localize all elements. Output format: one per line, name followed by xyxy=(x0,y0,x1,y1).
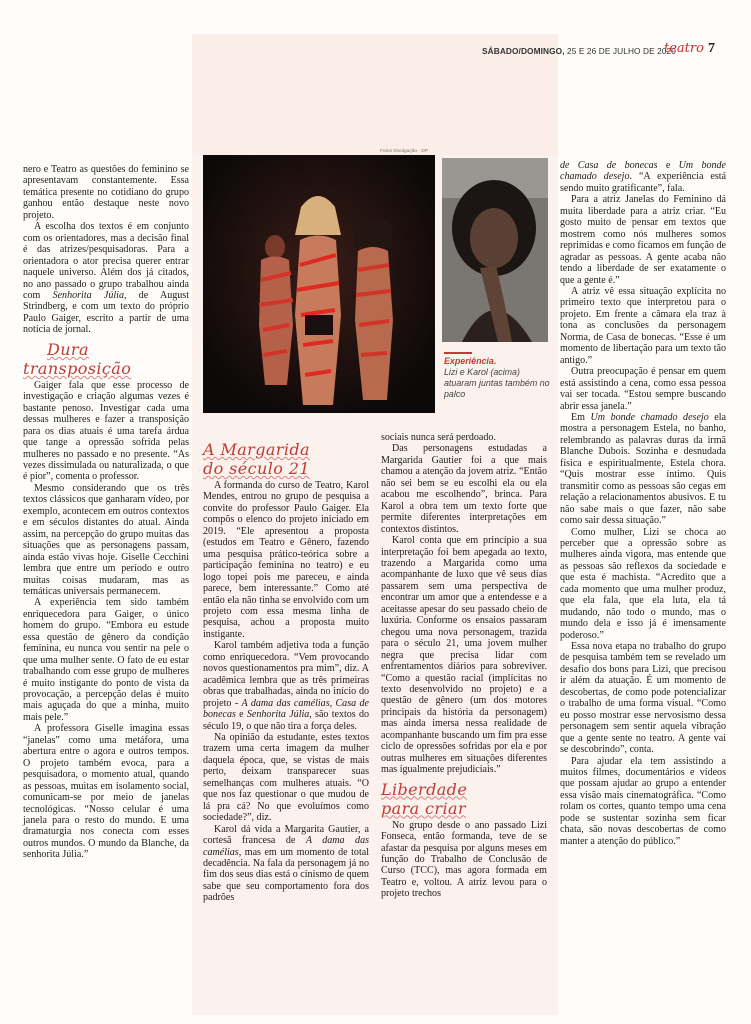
paragraph: No grupo desde o ano passado Lizi Fonseca, então formanda, teve de se afastar da pesquisa por alguns meses em função do Trabalho de Conclusão de Curso (TCC), mas agora formada em Teatro e, voltou. A atriz levou para o projeto trechos xyxy=(381,819,547,900)
article-column-4 xyxy=(560,160,726,847)
photo-credit: Fotos Divulgação - DP xyxy=(380,149,428,154)
caption-text: Lizi e Karol (acima) atuaram juntas também no palco xyxy=(444,367,550,399)
paragraph: A atriz vê essa situação explícita no primeiro texto que interpretou para o projeto. Em frente a câmara ela traz à tona as conclusões da personagem Norma, de Casa de bonecas. “Esse é um momento de libertação para um texto tão antigo.” xyxy=(560,285,726,366)
paragraph: Karol também adjetiva toda a função como enriquecedora. “Vem provocando novos questionamentos pra mim”, diz. A acadêmica lembra que as três primeiras obras que trabalhadas, ainda no início do projeto - A dama das camélias, Casa de bonecas e Senhorita Júlia, são textos do século 19, o que não tira a força deles. xyxy=(203,640,369,732)
header-date xyxy=(482,46,676,56)
subheading-dura-transposicao: Dura transposição xyxy=(23,339,132,378)
page-number: 7 xyxy=(708,41,715,56)
paragraph: A professora Giselle imagina essas “janelas” como uma metáfora, uma abertura entre o agora e outros tempos. O projeto também evoca, para a pesquisadora, o momento atual, quando as pessoas, muitas em isolamento social, comunicam-se por meio de janelas tecnológicas. “Nosso celular é uma janela para o resto do mundo. E uma dramaturgia nos conecta com esses outros mundos. O mundo da Blanche, da senhorita Júlia.” xyxy=(23,723,189,861)
page-header xyxy=(440,42,740,58)
paragraph: Gaiger fala que esse processo de investigação e criação algumas vezes é bastante penoso. Investigar cada uma dessas mulheres e fazer a transposição para os dias atuais é uma tarefa árdua que tange a opressão sofrida pelas mulheres no passado e no presente. “As vezes dissimulada ou naturalizada, o que é pior”, comenta o professor. xyxy=(23,379,189,483)
caption-accent-bar xyxy=(444,352,472,354)
header-date-day: SÁBADO/DOMINGO, xyxy=(482,46,565,56)
paragraph: Como mulher, Lizi se choca ao perceber que a opressão sobre as mulheres ainda vigora, mas entende que as pessoas são reflexos da sociedade e que esta é machista. “Acredito que a cada momento que uma mulher produz, que ela fala, que ela luta, ela tá mudando, não todo o mundo, mas o mundo dela e isso já é imensamente poderoso.” xyxy=(560,526,726,641)
paragraph: nero e Teatro as questões do feminino se apresentavam constantemente. Essa temática presente no cotidiano do grupo ganhou então destaque neste novo projeto. xyxy=(23,164,189,221)
paragraph: A experiência tem sido também enriquecedora para Gaiger, o único homem do grupo. “Embora eu estude essa questão de gênero da condição feminina, eu nunca vou sentir na pele o que uma mulher sente. O fato de eu estar trabalhando com esse grupo de mulheres é muito instigante do ponto de vista da provocação, a percepção delas é muito mais aguçada do que a minha, muito mais pele.” xyxy=(23,597,189,723)
photo-caption xyxy=(444,352,552,400)
paragraph: Das personagens estudadas a Margarida Gautier foi a que mais chamou a atenção da jovem atriz. “Então não sei bem se eu escolhi ela ou ela acabou me escolhendo”, brinca. Para Karol a obra tem um texto forte que permite diferentes interpretações em contextos distintos. xyxy=(381,443,547,535)
article-column-1 xyxy=(23,164,189,861)
paragraph: Para a atriz Janelas do Feminino dá muita liberdade para a atriz criar. “Eu gosto muito de pensar em textos que mostrem como nós mulheres somos reprimidas e como ficamos em função de agradar as pessoas. A gente acaba não tendo a liberdade de ser exatamente o que a gente é.” xyxy=(560,194,726,286)
paragraph: de Casa de bonecas e Um bonde chamado desejo. “A experiência está sendo muito gratificante”, fala. xyxy=(560,160,727,194)
stage-performance-photo xyxy=(203,155,435,413)
article-column-3 xyxy=(381,432,547,900)
paragraph: Mesmo considerando que os três textos clássicos que ganharam vídeo, por exemplo, acontecem em outros contextos e em séculos distantes do atual. Ainda assim, na percepção do grupo muitas das situações que as personagens passam, ainda estão vivas hoje. Giselle Cecchini lembra que entre um período e outro muitas coisas mudaram, mas as temáticas universais permanecem. xyxy=(23,482,189,597)
header-date-text: 25 E 26 DE JULHO DE 2020 xyxy=(564,46,676,56)
paragraph: A escolha dos textos é em conjunto com os orientadores, mas a decisão final é das atrizes/pesquisadoras. Para a orientadora o ator precisa querer entrar naquele universo. Além dos já citados, no ano passado o grupo trabalhou ainda com Senhorita Júlia, de August Strindberg, e com um texto do próprio Paulo Gaiger, escrito a partir de uma notícia de jornal. xyxy=(23,221,189,336)
paragraph: sociais nunca será perdoado. xyxy=(381,432,496,443)
subheading-liberdade: Liberdade para criar xyxy=(381,779,468,818)
paragraph: Em Um bonde chamado desejo ela mostra a personagem Estela, no banho, relembrando as palavras duras da irmã Blanche Dubois. Sozinha e desnudada física e espiritualmente, Estela chora. “Quis mostrar esse íntimo. Quis transmitir como as pessoas são cegas em relação a relacionamentos abusivos. E tu não sabe mais o que fazer, não sabe como sair dessa situação.” xyxy=(560,411,726,527)
section-name: teatro xyxy=(664,41,704,56)
performers-illustration xyxy=(203,155,435,413)
paragraph: Na opinião da estudante, estes textos trazem uma certa imagem da mulher daquela época, que, se vistas de mais perto, deixam transparecer suas semelhanças com mulheres atuais. “O que nos faz questionar o que mudou de lá pra cá? No que evoluímos como sociedade?”, diz. xyxy=(203,731,369,824)
paragraph: Outra preocupação é pensar em quem está assistindo a cena, como essa pessoa vai ser tocada. “Estou sempre buscando abrir essa janela.” xyxy=(560,366,726,412)
paragraph: Essa nova etapa no trabalho do grupo de pesquisa também tem se revelado um desafio dos bons para Lizi, que precisou ir além da atuação. É um momento de descobertas, de como pode potencializar o trabalho de uma forma visual. “Como eu posso mostrar esse nervosismo dessa personagem sem sentir aquela vibração que a gente sente no teatro. A gente vai se descobrindo”, conta. xyxy=(560,641,726,756)
subheading-margarida: A Margarida do século 21 xyxy=(203,440,310,478)
article-column-2 xyxy=(203,440,369,904)
paragraph: Karol conta que em princípio a sua interpretação foi bem apegada ao texto, trazendo a Margarida como uma acompanhante de luxo que vê seus dias passarem sem uma perspectiva de encontrar um amor que a entendesse e a aceitasse apesar do seu passado cheio de luxúria. Conforme os ensaios passaram chegou uma nova personagem, trazida para o século 21, uma jovem mulher negra que precisa lidar com enfrentamentos diários para sobreviver. “Como a questão racial (implícitas no texto desenvolvido no projeto) e a questão de gênero (um dos motores principais da história da personagem) mas ainda imersa nessa realidade de acompanhante buscando um fim pra esse ciclo de opressões sofridas por ela e por outras mulheres em situações diferentes mas igualmente prejudiciais.” xyxy=(381,535,547,776)
paragraph: A formanda do curso de Teatro, Karol Mendes, entrou no grupo de pesquisa a convite do professor Paulo Gaiger. Ela compõs o elenco do projeto iniciado em 2019. “Ele apresentou a proposta (estudos em Teatro e Gênero, fazendo uma pesquisa prático-teórica sobre a participação feminina no teatro) e eu logo topei pois me pareceu, e ainda parece, bem interessante.” Como até então ela não tinha se envolvido com um projeto com essa mesma linha de pesquisa, achou a proposta muito instigante. xyxy=(203,480,369,640)
portrait-illustration xyxy=(442,158,548,342)
paragraph: Karol dá vida a Margarita Gautier, a cortesã francesa de A dama das camélias, mas em um momento de total decadência. Na fala da personagem já no fim dos seus dias está o cinismo de quem sabe que seu comportamento fora dos padrões xyxy=(203,823,370,904)
caption-title: Experiência. xyxy=(444,356,497,366)
portrait-photo xyxy=(442,158,548,342)
paragraph: Para ajudar ela tem assistindo a muitos filmes, documentários e vídeos que possam ajudar ao grupo a entender essa visão mais cinematográfica. “Como rolam os cortes, quanto tempo uma cena pode se sustentar sozinha sem ficar chata, são novas descobertas de como manter a atenção do público.” xyxy=(560,755,726,847)
